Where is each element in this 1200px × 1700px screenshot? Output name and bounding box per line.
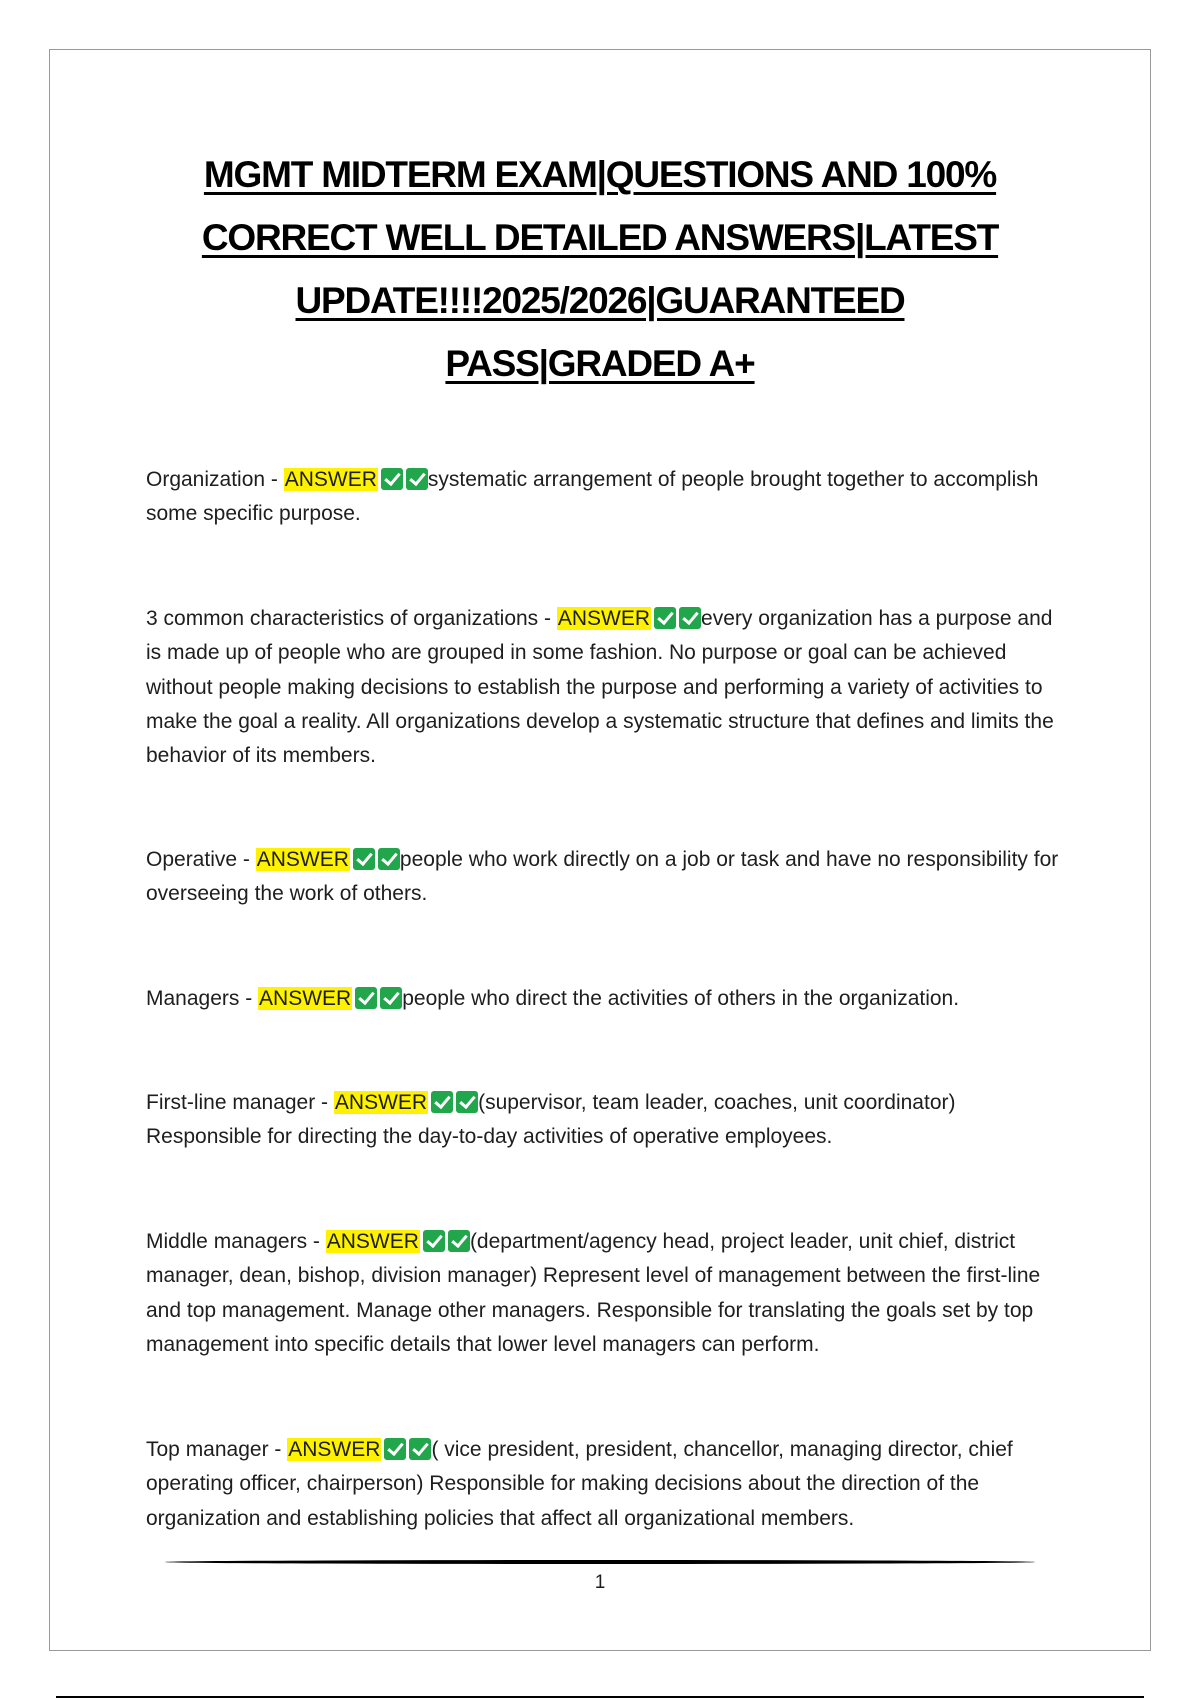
- qa-entry-middle-managers: [146, 1225, 1066, 1362]
- check-mark-icon: [355, 987, 377, 1009]
- check-mark-icon: [384, 1438, 406, 1460]
- entry-term: Managers -: [146, 987, 259, 1010]
- entry-term: Top manager -: [146, 1438, 288, 1461]
- check-mark-icon: [378, 848, 400, 870]
- entry-definition: ( vice president, president, chancellor, managing director, chief operating officer, chairperson) Responsible for making decisions about the direction of the organization and establishing policies that affect all organizational members.: [146, 1438, 1013, 1530]
- footer-divider: [165, 1560, 1035, 1564]
- page-number: 1: [594, 1572, 606, 1593]
- entry-term: 3 common characteristics of organizations -: [146, 607, 557, 630]
- answer-tag: ANSWER: [256, 848, 349, 871]
- entry-definition: people who direct the activities of others in the organization.: [402, 987, 960, 1010]
- qa-entry-operative: [146, 843, 1066, 912]
- bottom-divider: [56, 1696, 1144, 1698]
- entry-term: Middle managers -: [146, 1230, 326, 1253]
- qa-entry-top-manager: [146, 1433, 1066, 1536]
- title-line-4: PASS|GRADED A+: [445, 343, 755, 384]
- check-mark-icon: [380, 987, 402, 1009]
- answer-tag: ANSWER: [259, 987, 352, 1010]
- entry-term: First-line manager -: [146, 1091, 334, 1114]
- check-mark-icon: [654, 607, 676, 629]
- qa-entry-characteristics: [146, 602, 1066, 773]
- qa-entry-managers: [146, 982, 1066, 1016]
- entry-definition: (supervisor, team leader, coaches, unit coordinator) Responsible for directing the day-to-day activities of operative employees.: [146, 1091, 956, 1149]
- check-mark-icon: [409, 1438, 431, 1460]
- check-mark-icon: [353, 848, 375, 870]
- entry-term: Operative -: [146, 848, 256, 871]
- answer-tag: ANSWER: [288, 1438, 381, 1461]
- answer-tag: ANSWER: [334, 1091, 428, 1114]
- check-mark-icon: [456, 1091, 478, 1113]
- check-mark-icon: [381, 468, 403, 490]
- title-line-3: UPDATE!!!!2025/2026|GUARANTEED: [295, 280, 905, 321]
- answer-tag: ANSWER: [557, 607, 651, 630]
- entry-definition: every organization has a purpose and is made up of people who are grouped in some fashion. No purpose or goal can be achieved without people making decisions to establish the purpose and performing a variety of activities to make the goal a reality. All organizations develop a systematic structure that defines and limits the behavior of its members.: [146, 607, 1054, 768]
- answer-tag: ANSWER: [284, 468, 377, 491]
- entry-definition: systematic arrangement of people brought together to accomplish some specific purpose.: [146, 468, 1039, 526]
- check-mark-icon: [406, 468, 428, 490]
- check-mark-icon: [431, 1091, 453, 1113]
- check-mark-icon: [679, 607, 701, 629]
- check-mark-icon: [448, 1230, 470, 1252]
- answer-tag: ANSWER: [326, 1230, 419, 1253]
- entry-definition: people who work directly on a job or task and have no responsibility for overseeing the work of others.: [146, 848, 1059, 906]
- title-line-1: MGMT MIDTERM EXAM|QUESTIONS AND 100%: [203, 154, 997, 195]
- title-line-2: CORRECT WELL DETAILED ANSWERS|LATEST: [201, 217, 999, 258]
- entry-definition: (department/agency head, project leader, unit chief, district manager, dean, bishop, division manager) Represent level of management between the first-line and top management. Manage other managers. Responsible for translating the goals set by top management into specific details that lower level managers can perform.: [146, 1230, 1041, 1356]
- check-mark-icon: [423, 1230, 445, 1252]
- qa-entry-organization: [146, 463, 1066, 532]
- document-title: [120, 143, 1080, 395]
- qa-entry-first-line-manager: [146, 1086, 1066, 1155]
- entry-term: Organization -: [146, 468, 284, 491]
